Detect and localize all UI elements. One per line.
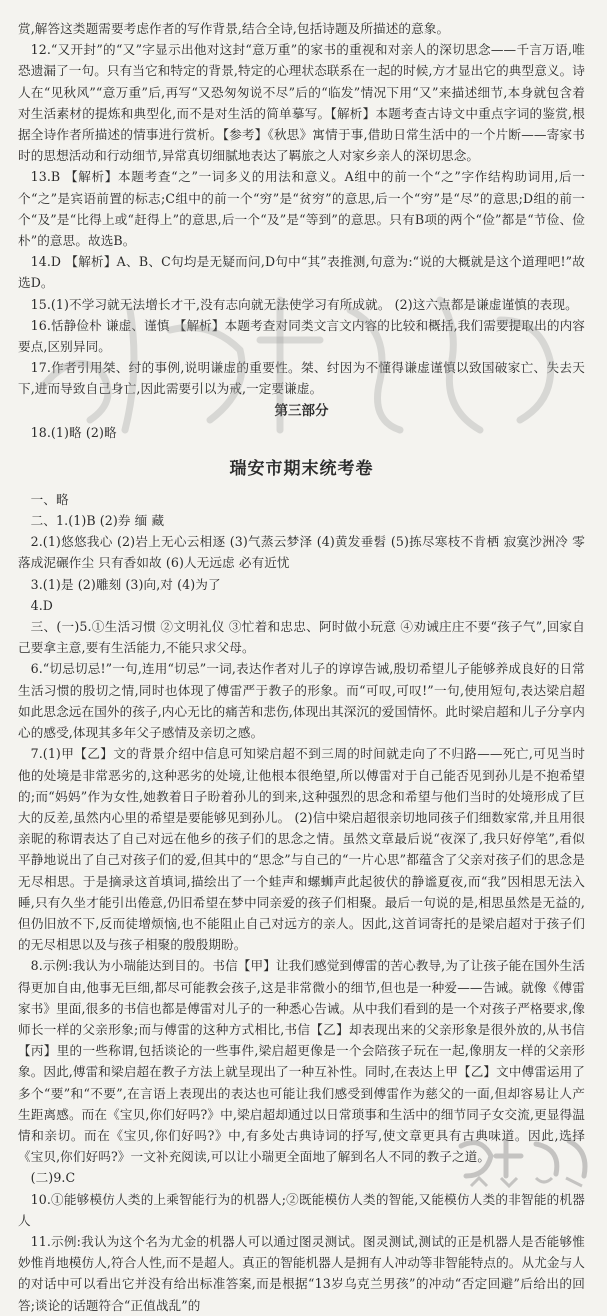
answer-16: 16.恬静俭朴 谦虚、谨慎 【解析】本题考查对同类文言文内容的比较和概括,我们需要提取出的内容要点,区别异同。 — [18, 317, 585, 355]
answer-13: 13.B 【解析】本题考查“之”一词多义的用法和意义。A组中的前一个“之”字作结构助词用,后一个“之”是宾语前置的标志;C组中的前一个“穷”是“贫穷”的意思,后一个“穷”是“尽”的意思;D组的前一个“及”是“比得上或“赶得上”的意思,后一个“及”是“等到”的意思。只有B项的两个“俭”都是“节俭、俭朴”的意思。故选B。 — [18, 169, 585, 249]
section-1: 一、略 — [30, 491, 69, 507]
answer-18: 18.(1)略 (2)略 — [30, 424, 117, 440]
section-3-q11: 11.示例:我认为这个名为尤金的机器人可以通过图灵测试。图灵测试,测试的正是机器人是否能够惟妙惟肖地模仿人,符合人性,而不是超人。真正的智能机器人是拥有人冲动等非智能特点的。从尤金与人的对话中可以看出它并没有给出标准答案,而是根据“13岁乌克兰男孩”的冲动“否定回避”后给出的回答;谈论的话题符合“正值战乱”的 — [18, 1233, 585, 1313]
answer-17: 17.作者引用桀、纣的事例,说明谦虚的重要性。桀、纣因为不懂得谦虚谨慎以致国破家亡、失去天下,进而导致自己身亡,因此需要引以为戒,一定要谦虚。 — [18, 360, 585, 397]
section-3-q9: (二)9.C — [30, 1170, 76, 1186]
answer-14: 14.D 【解析】A、B、C句均是无疑而问,D句中“其”表推测,句意为:“说的大概就是这个道理吧!”故选D。 — [18, 254, 585, 291]
section-3-q6: 6.“切忌切忌!”一句,连用“切忌”一词,表达作者对儿子的谆谆告诫,殷切希望儿子能够养成良好的日常生活习惯的殷切之情,同时也体现了傅雷严于教子的形象。而“可叹,可叹!”一句,使用短句,表达梁启超如此思念远在国外的孩子,内心无比的痛苦和悲伤,体现出其深沉的爱国情怀。此时梁启超和儿子分享内心的感受,体现其多年父子感情及亲切之感。 — [18, 661, 585, 741]
section-3-q7: 7.(1)甲【乙】文的背景介绍中信息可知梁启超不到三周的时间就走向了不归路——死亡,可见当时他的处境是非常恶劣的,这种恶劣的处境,让他根本很绝望,所以傅雷对于自己能否见到孙儿是不抱希望的;而“妈妈”作为女性,她教着日子盼着孙儿的到来,这种强烈的思念和希望与他们当时的处境形成了巨大的反差,虽然内心里的希望是要能够见到孙儿。 (2)信中梁启超很亲切地同孩子们细数家常,并且用很亲昵的称谓表达了自己对远在他乡的孩子们的思念之情。虽然文章最后说“夜深了,我只好停笔”,看似平静地说出了自己对孩子们的爱,但其中的“思念”与自己的“一片心思”都蕴含了父亲对孩子们的思念是无尽相思。于是摘录这首填词,描绘出了一个蛙声和螺蛳声此起彼伏的静谧夏夜,而“我”因相思无法入睡,只有久坐才能引出倦意,仍旧希望在梦中同亲爱的孩子们相聚。最后一句说的是,相思虽然是无益的,但仍旧放不下,反而徒增烦恼,也不能阻止自己对远方的亲人。因此,这首词寄托的是梁启超对于孩子们的无尽相思以及与孩子相聚的殷殷期盼。 — [18, 746, 585, 953]
section-2-q3: 3.(1)是 (2)雕刻 (3)向,对 (4)为了 — [30, 576, 221, 592]
answer-line-0: 赏,解答这类题需要考虑作者的写作背景,结合全诗,包括诗题及所描述的意象。 — [18, 21, 450, 36]
section-2-q4: 4.D — [30, 597, 54, 613]
answer-12: 12.“又开封”的“又”字显示出他对这封“意万重”的家书的重视和对亲人的深切思念——千言万语,唯恐遗漏了一句。只有当它和特定的背景,特定的心理状态联系在一起的时候,方才显出它的典型意义。诗人在“见秋风”“意万重”后,再写“又恐匆匆说不尽”后的“临发”情况下用“又”来描述细节,本身就包含着对生活素材的提炼和典型化,而不是对生活的简单摹写。【解析】本题考查古诗文中重点字词的鉴赏,根据全诗作者所描述的情事进行赏析。【参考】《秋思》寓情于事,借助日常生活中的一个片断——寄家书时的思想活动和行动细节,异常真切细腻地表达了羁旅之人对家乡亲人的深切思念。 — [18, 42, 585, 164]
section-3-q8: 8.示例:我认为小瑞能达到目的。书信【甲】让我们感觉到傅雷的苦心教导,为了让孩子能在国外生活得更加自由,他事无巨细,都尽可能教会孩子,这是非常微小的细节,但也是一种爱——告诫。就像《傅雷家书》里面,很多的书信也都是傅雷对儿子的一种悉心告诫。从中我们看到的是一个对孩子严格要求,像师长一样的父亲形象;而与傅雷的这种方式相比,书信【乙】却表现出来的父亲形象是很外放的,从书信【丙】里的一些称谓,包括谈论的一些事件,梁启超更像是一个会陪孩子玩在一起,像朋友一样的父亲形象。因此,傅雷和梁启超在教子方法上就呈现出了一种互补性。同时,在表达上甲【乙】文中傅雷运用了多个“要”和“不要”,在言语上表现出的表达也可能让我们感受到傅雷作为慈父的一面,但却容易让人产生距离感。而在《宝贝,你们好吗?》中,梁启超却通过以日常琐事和生活中的细节同子女交流,更显得温情和亲切。而在《宝贝,你们好吗?》中,有多处古典诗词的抒写,使文章更具有古典味道。因此,选择《宝贝,你们好吗?》一文补充阅读,可以让小瑞更全面地了解到名人不同的教子之道。 — [18, 958, 585, 1165]
section-2-q1: 二、1.(1)B (2)券 缅 藏 — [30, 513, 165, 529]
answer-15: 15.(1)不学习就无法增长才干,没有志向就无法使学习有所成就。 (2)这六点都是谦虚谨慎的表现。 — [30, 296, 578, 312]
part-three-heading: 第三部分 — [274, 402, 329, 419]
section-3-q10: 10.①能够模仿人类的上乘智能行为的机器人;②既能模仿人类的智能,又能模仿人类的非智能的机器人 — [18, 1191, 585, 1228]
section-2-q2: 2.(1)悠悠我心 (2)岩上无心云相逐 (3)气蒸云梦泽 (4)黄发垂髫 (5)拣尽寒枝不肯栖 寂寞沙洲冷 零落成泥碾作尘 只有香如故 (6)人无远虑 必有近忧 — [18, 534, 585, 571]
section-3-q5: 三、(一)5.①生活习惯 ②文明礼仪 ③忙着和忠忠、阿时做小玩意 ④劝诫庄庄不要“孩子气”,回家自己要拿主意,要有生活能力,不能只求父母。 — [18, 619, 585, 656]
exam-title: 瑞安市期末统考卷 — [229, 458, 374, 479]
